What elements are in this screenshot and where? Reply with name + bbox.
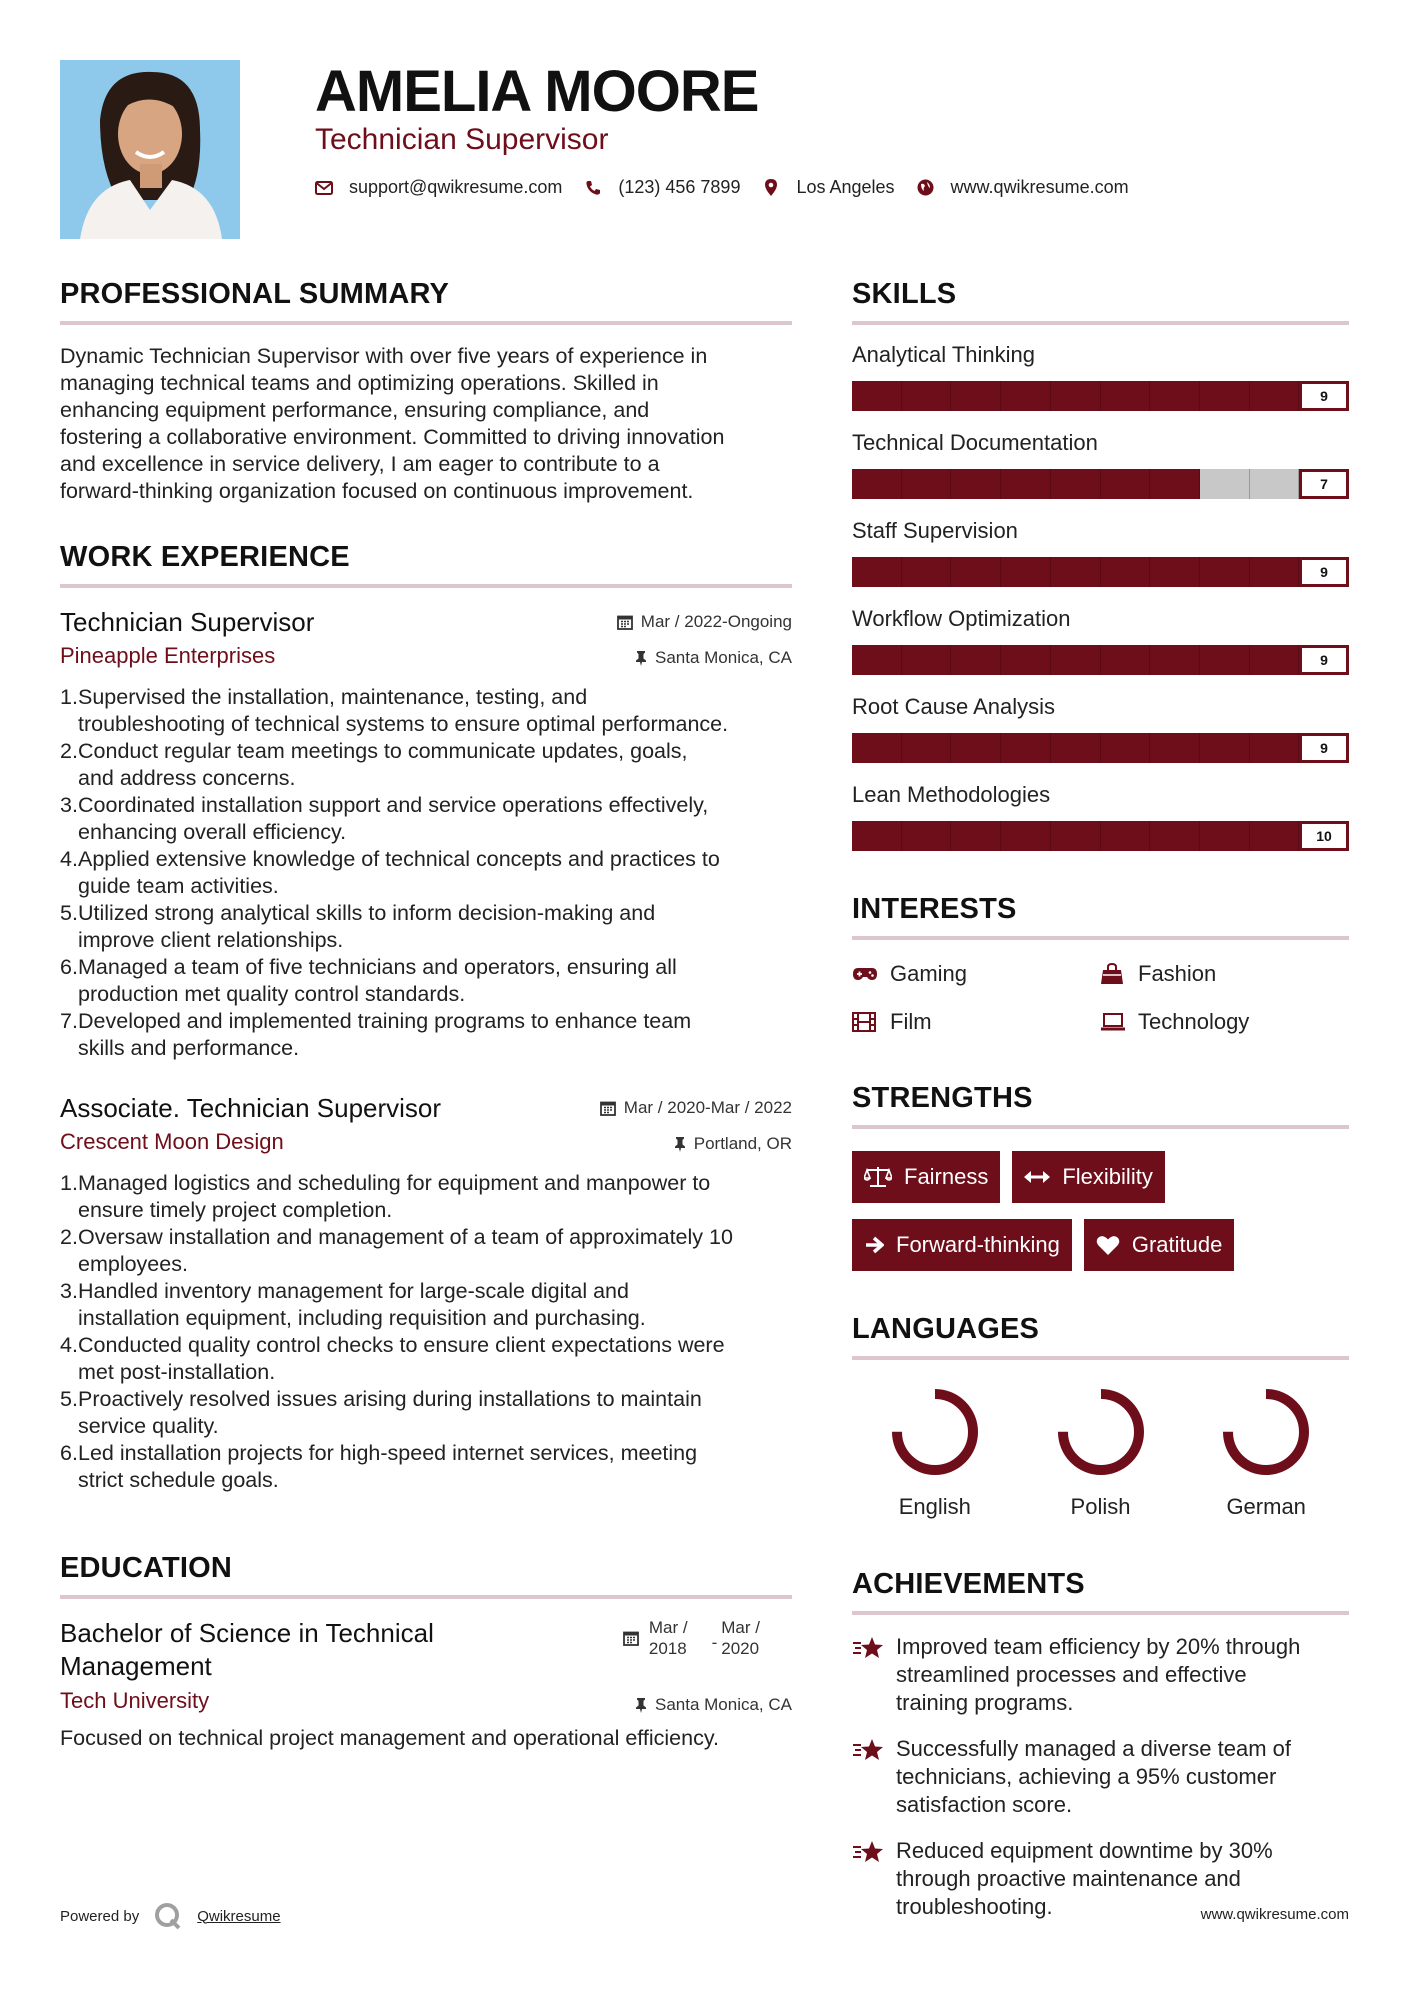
skill-bar-segment	[902, 381, 952, 411]
skill-level-value: 9	[1299, 557, 1349, 587]
list-item: 6. Managed a team of five technicians and operators, ensuring all production met quality control standards.	[60, 955, 677, 1006]
skill-bar-segment	[1051, 645, 1101, 675]
summary-line: fostering a collaborative environment. Committed to driving innovation	[60, 425, 725, 449]
language-item	[1183, 1386, 1349, 1520]
interest-item	[1100, 1008, 1348, 1036]
skill-bar-segment	[1150, 733, 1200, 763]
job-title: Technician Supervisor	[60, 607, 315, 637]
skill-bar	[852, 381, 1349, 411]
skill-bar-segment	[1200, 557, 1250, 587]
skill-bar-segment	[1101, 381, 1151, 411]
globe-icon	[917, 179, 935, 197]
bullet-line: met post-installation.	[78, 1360, 276, 1384]
list-item: 4. Conducted quality control checks to ensure client expectations were met post-installation.	[60, 1333, 725, 1384]
shopping-bag-icon	[1100, 963, 1126, 985]
language-level-arc	[1063, 1394, 1139, 1470]
skill-bar	[852, 645, 1349, 675]
skill-bar-segment	[1001, 733, 1051, 763]
bullet-line: Proactively resolved issues arising during installations to maintain	[78, 1387, 702, 1411]
star-icon	[852, 1837, 886, 1921]
skill-bar	[852, 733, 1349, 763]
start-year: 2018	[648, 1639, 687, 1658]
email-text: support@qwikresume.com	[349, 177, 563, 197]
education-heading: EDUCATION	[60, 1552, 233, 1584]
bullet-line: Developed and implemented training programs to enhance team	[78, 1009, 692, 1033]
phone-text: (123) 456 7899	[618, 177, 741, 197]
languages-section	[852, 1311, 1349, 1520]
list-item: 3. Handled inventory management for large-scale digital and installation equipment, including requisition and purchasing.	[60, 1279, 646, 1330]
skill-bar-segment	[1250, 557, 1300, 587]
skill-bar-segment	[1001, 381, 1051, 411]
skill-bar-segment	[1101, 733, 1151, 763]
skill-name: Root Cause Analysis	[852, 694, 1055, 719]
map-marker-icon	[762, 179, 780, 197]
achievement-line: streamlined processes and effective	[896, 1662, 1247, 1687]
achievement-line: technicians, achieving a 95% customer	[896, 1764, 1277, 1789]
list-item: 1. Supervised the installation, maintenance, testing, and troubleshooting of technical systems to ensure optimal performance.	[60, 685, 729, 736]
skill-bar-segment	[1001, 557, 1051, 587]
skill-bar-segment	[951, 557, 1001, 587]
education-location-text: Santa Monica, CA	[654, 1695, 792, 1714]
achievement-line: Improved team efficiency by 20% through	[896, 1634, 1301, 1659]
interests-heading: INTERESTS	[852, 893, 1017, 925]
skill-bar-segment	[902, 557, 952, 587]
languages-list	[852, 1386, 1349, 1520]
job-dates	[617, 612, 792, 632]
interest-item	[852, 1008, 1100, 1036]
interest-label: Gaming	[890, 961, 968, 986]
skill-bar-segment	[1101, 821, 1151, 851]
list-item: 3. Coordinated installation support and service operations effectively, enhancing overall efficiency.	[60, 793, 709, 844]
bullet-line: Utilized strong analytical skills to inform decision-making and	[78, 901, 656, 925]
skill-bar-segment	[902, 733, 952, 763]
list-item: 5. Proactively resolved issues arising during installations to maintain service quality.	[60, 1387, 702, 1438]
summary-heading: PROFESSIONAL SUMMARY	[60, 278, 450, 310]
skill-bar-segment	[1150, 821, 1200, 851]
pin-icon	[674, 1136, 686, 1152]
job-company: Pineapple Enterprises	[60, 643, 276, 668]
bullet-line: troubleshooting of technical systems to ensure optimal performance.	[78, 712, 729, 736]
bullet-line: skills and performance.	[78, 1036, 300, 1060]
left-column	[60, 276, 792, 1752]
achievement-item	[852, 1633, 1349, 1717]
skill-bar-segment	[1250, 821, 1300, 851]
education-dates	[623, 1617, 760, 1659]
language-level-ring	[1055, 1386, 1147, 1478]
education-section	[60, 1550, 792, 1752]
achievements-heading: ACHIEVEMENTS	[852, 1568, 1085, 1600]
skill-level-value: 7	[1299, 469, 1349, 499]
skill-bar-segment	[1051, 381, 1101, 411]
skill-bar-segment	[1001, 645, 1051, 675]
achievements-section	[852, 1566, 1349, 1921]
section-divider	[852, 1611, 1349, 1615]
bullet-line: guide team activities.	[78, 874, 279, 898]
language-level-ring	[1220, 1386, 1312, 1478]
achievement-item	[852, 1735, 1349, 1819]
start-month: Mar /	[648, 1618, 688, 1637]
strength-tag	[852, 1219, 1072, 1271]
achievement-line: Reduced equipment downtime by 30%	[896, 1838, 1273, 1863]
education-location	[635, 1695, 792, 1715]
section-divider	[60, 1595, 792, 1599]
list-item: 2. Conduct regular team meetings to communicate updates, goals, and address concerns.	[60, 739, 688, 790]
bullet-line: enhancing overall efficiency.	[78, 820, 347, 844]
degree-line: Bachelor of Science in Technical	[60, 1618, 434, 1648]
bullet-line: Coordinated installation support and service operations effectively,	[78, 793, 709, 817]
skill-bar-segment	[951, 821, 1001, 851]
skill-level-value: 10	[1299, 821, 1349, 851]
end-month: Mar /	[721, 1618, 760, 1637]
skill-bar-segment	[852, 645, 902, 675]
skill-bar-segment	[951, 469, 1001, 499]
skill-name: Analytical Thinking	[852, 342, 1036, 367]
strength-tag	[1084, 1219, 1235, 1271]
bullet-line: Led installation projects for high-speed internet services, meeting	[78, 1441, 698, 1465]
skills-list	[852, 341, 1349, 851]
interests-section	[852, 891, 1349, 1036]
skill-bar-segment	[852, 469, 902, 499]
skill-bar-segment	[1101, 557, 1151, 587]
achievements-list	[852, 1633, 1349, 1921]
skill-bar-segment	[1250, 469, 1300, 499]
skill-bar-segment	[1051, 557, 1101, 587]
interest-label: Fashion	[1138, 961, 1217, 986]
star-icon	[852, 1633, 886, 1717]
bullet-line: improve client relationships.	[78, 928, 344, 952]
phone-icon	[584, 179, 602, 197]
profile-photo	[60, 60, 240, 239]
achievement-line: troubleshooting.	[896, 1894, 1053, 1919]
skill-bar-segment	[1001, 469, 1051, 499]
heart-icon	[1096, 1235, 1120, 1256]
degree-line: Management	[60, 1651, 212, 1681]
language-level-arc	[1228, 1394, 1304, 1470]
skill-name: Staff Supervision	[852, 518, 1018, 543]
skill-name: Lean Methodologies	[852, 782, 1051, 807]
job-location	[674, 1134, 792, 1154]
section-divider	[852, 1125, 1349, 1129]
language-item	[852, 1386, 1018, 1520]
language-item	[1018, 1386, 1184, 1520]
section-divider	[852, 936, 1349, 940]
strengths-tags	[852, 1151, 1349, 1287]
skill-bar-segment	[1051, 733, 1101, 763]
job-responsibilities	[60, 1170, 792, 1494]
summary-line: Dynamic Technician Supervisor with over five years of experience in	[60, 344, 708, 368]
education-description: Focused on technical project management and operational efficiency.	[60, 1726, 719, 1750]
skill-bar-segment	[951, 733, 1001, 763]
strength-label: Forward-thinking	[896, 1232, 1060, 1257]
strengths-section	[852, 1080, 1349, 1287]
contact-bar	[315, 177, 1151, 198]
achievement-line: training programs.	[896, 1690, 1074, 1715]
bullet-line: Conducted quality control checks to ensure client expectations were	[78, 1333, 725, 1357]
skill-bar-segment	[1150, 469, 1200, 499]
skill-bar-segment	[1200, 733, 1250, 763]
skill-bar-segment	[1150, 557, 1200, 587]
skill-bar-segment	[1101, 469, 1151, 499]
bullet-line: installation equipment, including requisition and purchasing.	[78, 1306, 646, 1330]
summary-line: and excellence in service delivery, I am eager to contribute to a	[60, 452, 660, 476]
language-label: English	[898, 1494, 971, 1519]
date-separator: -	[711, 1632, 718, 1652]
achievement-line: satisfaction score.	[896, 1792, 1073, 1817]
job-company: Crescent Moon Design	[60, 1129, 284, 1154]
skill-bar-segment	[1200, 381, 1250, 411]
skill-bar-segment	[1200, 645, 1250, 675]
list-item: 2. Oversaw installation and management of a team of approximately 10 employees.	[60, 1225, 733, 1276]
interest-label: Technology	[1138, 1009, 1250, 1034]
section-divider	[852, 321, 1349, 325]
pin-icon	[635, 650, 647, 666]
gamepad-icon	[852, 966, 878, 982]
section-divider	[60, 584, 792, 588]
contact-email[interactable]	[315, 177, 562, 198]
skill-bar-segment	[852, 557, 902, 587]
bullet-line: and address concerns.	[78, 766, 296, 790]
achievement-line: Successfully managed a diverse team of	[896, 1736, 1291, 1761]
job-location-text: Santa Monica, CA	[654, 648, 792, 667]
skill-level-value: 9	[1299, 381, 1349, 411]
education-entry	[60, 1617, 792, 1752]
summary-line: forward-thinking organization focused on continuous improvement.	[60, 479, 694, 503]
interests-grid	[852, 960, 1349, 1036]
balance-scale-icon	[864, 1166, 892, 1188]
bullet-line: Applied extensive knowledge of technical concepts and practices to	[78, 847, 720, 871]
skill-bar-segment	[852, 821, 902, 851]
website-text: www.qwikresume.com	[950, 177, 1129, 197]
bullet-line: Conduct regular team meetings to communicate updates, goals,	[78, 739, 688, 763]
bullet-line: employees.	[78, 1252, 188, 1276]
skill-bar-segment	[1250, 381, 1300, 411]
strength-tag	[852, 1151, 1000, 1203]
strength-label: Fairness	[904, 1164, 989, 1189]
star-icon	[852, 1735, 886, 1819]
bullet-line: service quality.	[78, 1414, 219, 1438]
skill-bar-segment	[951, 381, 1001, 411]
right-column	[852, 276, 1349, 1921]
skill-bar-segment	[902, 821, 952, 851]
list-item: 5. Utilized strong analytical skills to inform decision-making and improve client relationships.	[60, 901, 656, 952]
candidate-title: Technician Supervisor	[315, 123, 609, 156]
section-divider	[60, 321, 792, 325]
interest-item	[852, 960, 1100, 988]
bullet-line: strict schedule goals.	[78, 1468, 279, 1492]
arrows-horizontal-icon	[1024, 1170, 1050, 1184]
job-entry	[60, 1092, 792, 1494]
language-label: German	[1226, 1494, 1306, 1519]
skill-bar-segment	[902, 645, 952, 675]
arrow-right-icon	[864, 1235, 884, 1255]
skill-bar-segment	[1200, 469, 1250, 499]
achievement-text	[896, 1633, 1300, 1717]
envelope-icon	[315, 179, 333, 197]
job-entry	[60, 606, 792, 1062]
skill-name: Technical Documentation	[852, 430, 1098, 455]
calendar-icon	[617, 614, 633, 630]
bullet-line: ensure timely project completion.	[78, 1198, 393, 1222]
skill-bar	[852, 557, 1349, 587]
qwikresume-logo-icon	[153, 1902, 183, 1930]
experience-heading: WORK EXPERIENCE	[60, 541, 350, 573]
powered-by-text: Powered by	[60, 1907, 140, 1925]
skill-bar	[852, 469, 1349, 499]
contact-phone[interactable]	[584, 177, 740, 198]
language-level-arc	[897, 1394, 973, 1470]
interest-label: Film	[890, 1009, 932, 1034]
calendar-icon	[600, 1100, 616, 1116]
laptop-icon	[1100, 1013, 1126, 1031]
location-text: Los Angeles	[796, 177, 895, 197]
strength-label: Gratitude	[1131, 1232, 1223, 1257]
achievement-text	[896, 1735, 1291, 1819]
language-label: Polish	[1070, 1494, 1131, 1519]
skill-level-value: 9	[1299, 645, 1349, 675]
job-dates	[600, 1098, 792, 1118]
bullet-line: Managed logistics and scheduling for equipment and manpower to	[78, 1171, 711, 1195]
section-divider	[852, 1356, 1349, 1360]
education-end	[721, 1617, 760, 1659]
job-dates-text: Mar / 2022-Ongoing	[640, 612, 792, 631]
list-item: 7. Developed and implemented training programs to enhance team skills and performance.	[60, 1009, 692, 1060]
school-name: Tech University	[60, 1688, 210, 1713]
summary-text	[60, 343, 792, 505]
footer-powered-by	[60, 1902, 281, 1930]
job-title: Associate. Technician Supervisor	[60, 1093, 442, 1123]
bullet-line: Oversaw installation and management of a team of approximately 10	[78, 1225, 733, 1249]
skill-bar-segment	[1200, 821, 1250, 851]
candidate-name: AMELIA MOORE	[315, 59, 759, 124]
achievement-line: through proactive maintenance and	[896, 1866, 1241, 1891]
skill-bar-segment	[1051, 469, 1101, 499]
skill-bar-segment	[1250, 733, 1300, 763]
contact-location	[762, 177, 894, 198]
job-dates-text: Mar / 2020-Mar / 2022	[623, 1098, 792, 1117]
calendar-icon	[623, 1630, 639, 1646]
skill-level-value: 9	[1299, 733, 1349, 763]
strengths-heading: STRENGTHS	[852, 1082, 1033, 1114]
bullet-line: production met quality control standards.	[78, 982, 466, 1006]
footer-website[interactable]: www.qwikresume.com	[1200, 1906, 1349, 1923]
list-item: 6. Led installation projects for high-speed internet services, meeting strict schedule goals.	[60, 1441, 698, 1492]
film-icon	[852, 1012, 878, 1032]
skill-bar-segment	[1150, 645, 1200, 675]
strength-label: Flexibility	[1062, 1164, 1153, 1189]
skill-bar-segment	[852, 733, 902, 763]
education-start	[649, 1617, 688, 1659]
list-item: 1. Managed logistics and scheduling for equipment and manpower to ensure timely project completion.	[60, 1171, 711, 1222]
skill-bar-segment	[1101, 645, 1151, 675]
job-location	[635, 648, 792, 668]
skills-heading: SKILLS	[852, 278, 957, 310]
language-level-ring	[889, 1386, 981, 1478]
skill-bar-segment	[852, 381, 902, 411]
skill-bar-segment	[1001, 821, 1051, 851]
experience-section	[60, 539, 792, 1494]
bullet-line: Handled inventory management for large-scale digital and	[78, 1279, 629, 1303]
skill-bar	[852, 821, 1349, 851]
qwikresume-link[interactable]: Qwikresume	[197, 1907, 281, 1925]
job-location-text: Portland, OR	[693, 1134, 792, 1153]
summary-line: enhancing equipment performance, ensuring compliance, and	[60, 398, 650, 422]
skill-bar-segment	[1250, 645, 1300, 675]
job-responsibilities	[60, 684, 792, 1062]
skills-section	[852, 276, 1349, 851]
skill-bar-segment	[951, 645, 1001, 675]
summary-line: managing technical teams and optimizing operations. Skilled in	[60, 371, 659, 395]
contact-website[interactable]	[917, 177, 1129, 198]
languages-heading: LANGUAGES	[852, 1313, 1040, 1345]
interest-item	[1100, 960, 1348, 988]
bullet-line: Supervised the installation, maintenance, testing, and	[78, 685, 588, 709]
skill-bar-segment	[902, 469, 952, 499]
skill-bar-segment	[1051, 821, 1101, 851]
pin-icon	[635, 1697, 647, 1713]
skill-name: Workflow Optimization	[852, 606, 1071, 631]
end-year: 2020	[721, 1639, 760, 1658]
list-item: 4. Applied extensive knowledge of technical concepts and practices to guide team activities.	[60, 847, 720, 898]
skill-bar-segment	[1150, 381, 1200, 411]
strength-tag	[1012, 1151, 1164, 1203]
summary-section	[60, 276, 792, 505]
bullet-line: Managed a team of five technicians and operators, ensuring all	[78, 955, 677, 979]
